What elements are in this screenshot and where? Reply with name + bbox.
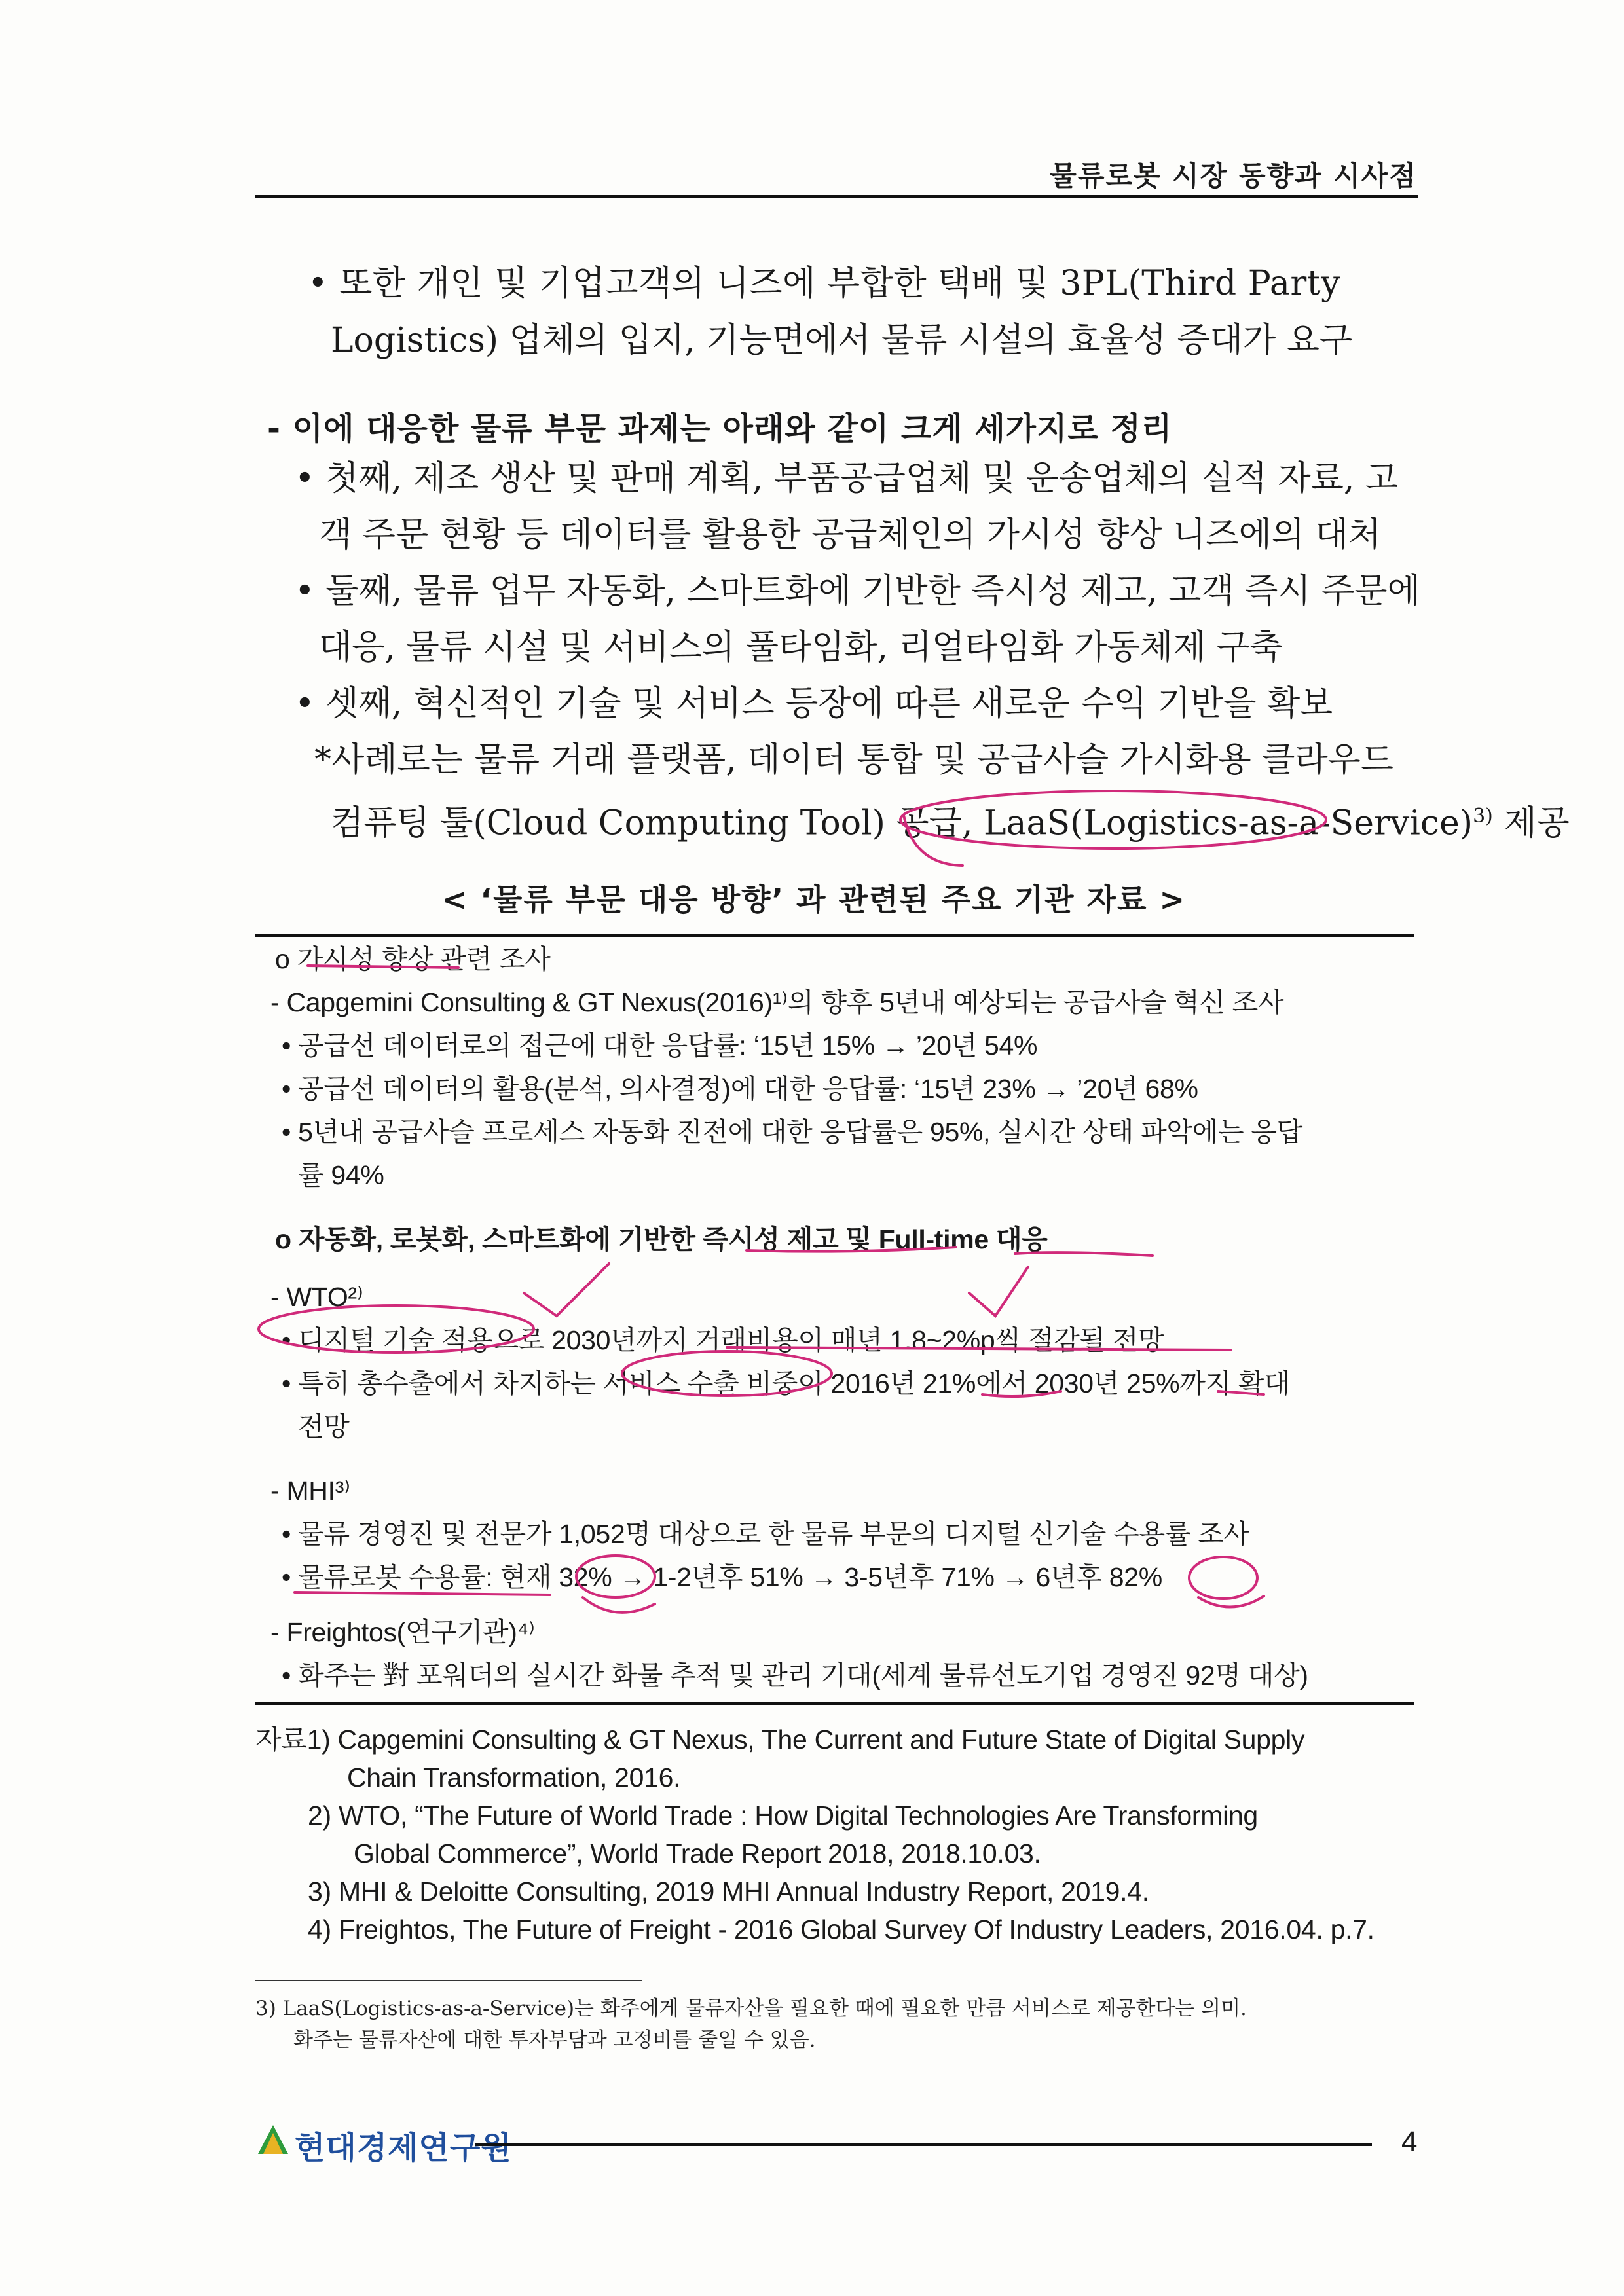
page-number: 4 (1401, 2126, 1418, 2158)
source-2: 2) WTO, “The Future of World Trade : How Digital Technologies Are Transforming (308, 1800, 1258, 1831)
box-bullet-tracking: • 화주는 對 포워더의 실시간 화물 추적 및 관리 기대(세계 물류선도기업 경영진 92명 대상) (282, 1660, 1308, 1690)
source-1-cont: Chain Transformation, 2016. (347, 1762, 681, 1793)
section-line-7 (331, 788, 1570, 851)
section-line-7-tail: 제공 (1504, 803, 1570, 843)
footnote-rule (255, 1980, 642, 1981)
section-line-3: • 둘째, 물류 업무 자동화, 스마트화에 기반한 즉시성 제고, 고객 즉시 주문에 (295, 572, 1420, 611)
box-caption: < ‘물류 부문 대응 방향’ 과 관련된 주요 기관 자료 > (442, 882, 1187, 917)
pen-check-1 (524, 1264, 609, 1316)
footnote-line-2: 화주는 물류자산에 대한 투자부담과 고정비를 줄일 수 있음. (293, 2028, 816, 2052)
box-bullet-usage: • 공급선 데이터의 활용(분석, 의사결정)에 대한 응답률: ‘15년 23% → ’20년 68% (282, 1074, 1198, 1104)
box-bullet-trade-cost: • 디지털 기술 적용으로 2030년까지 거래비용이 매년 1.8~2%p씩 절감될 전망 (282, 1325, 1164, 1355)
footnote-line-1: 3) LaaS(Logistics-as-a-Service)는 화주에게 물류자산을 필요한 때에 필요한 만큼 서비스로 제공한다는 의미. (255, 1997, 1247, 2020)
source-4: 4) Freightos, The Future of Freight - 2016 Global Survey Of Industry Leaders, 2016.04. p.7. (308, 1914, 1375, 1944)
footer-rule (475, 2143, 1372, 2146)
pen-stroke-32 (583, 1597, 655, 1613)
section-line-2: 객 주문 현황 등 데이터를 활용한 공급체인의 가시성 향상 니즈에의 대처 (319, 515, 1382, 555)
box-item-wto: - WTO²⁾ (270, 1282, 363, 1312)
box-bottom-rule (255, 1702, 1414, 1705)
section-line-7-text: 컴퓨팅 툴(Cloud Computing Tool) 공급, LaaS(Logistics-as-a-Service) (331, 803, 1473, 843)
box-bullet-service-export-cont: 전망 (298, 1412, 350, 1442)
pen-check-2 (969, 1267, 1028, 1316)
pen-circle-82 (1189, 1557, 1257, 1599)
section-line-5: • 셋째, 혁신적인 기술 및 서비스 등장에 따른 새로운 수익 기반을 확보 (295, 684, 1333, 723)
footer-logo-text: 현대경제연구원 (295, 2130, 512, 2166)
section-line-4: 대응, 물류 시설 및 서비스의 풀타임화, 리얼타임화 가동체제 구축 (319, 628, 1283, 667)
intro-line-2: Logistics) 업체의 입지, 기능면에서 물류 시설의 효율성 증대가 요구 (331, 321, 1353, 360)
box-bullet-service-export: • 특히 총수출에서 차지하는 서비스 수출 비중이 2016년 21%에서 2030년 25%까지 확대 (282, 1368, 1290, 1398)
box-bullet-robot-adoption: • 물류로봇 수용률: 현재 32% → 1-2년후 51% → 3-5년후 71% → 6년후 82% (282, 1562, 1162, 1592)
logo-mark-icon (257, 2124, 289, 2155)
intro-line-1: • 또한 개인 및 기업고객의 니즈에 부합한 택배 및 3PL(Third Party (308, 264, 1340, 303)
box-subhead-automation: o 자동화, 로봇화, 스마트화에 기반한 즉시성 제고 및 Full-time 대응 (275, 1224, 1048, 1254)
section-heading: - 이에 대응한 물류 부문 과제는 아래와 같이 크게 세가지로 정리 (267, 410, 1173, 447)
box-bullet-access: • 공급선 데이터로의 접근에 대한 응답률: ‘15년 15% → ’20년 54% (282, 1030, 1038, 1061)
box-bullet-survey: • 물류 경영진 및 전문가 1,052명 대상으로 한 물류 부문의 디지털 신기술 수용률 조사 (282, 1519, 1249, 1549)
source-1: 자료1) Capgemini Consulting & GT Nexus, The Current and Future State of Digital Supply (255, 1724, 1305, 1755)
source-3: 3) MHI & Deloitte Consulting, 2019 MHI Annual Industry Report, 2019.4. (308, 1876, 1149, 1906)
box-item-freightos: - Freightos(연구기관)⁴⁾ (270, 1617, 535, 1647)
box-top-rule (255, 934, 1414, 937)
source-2-cont: Global Commerce”, World Trade Report 2018, 2018.10.03. (354, 1838, 1041, 1868)
box-item-capgemini: - Capgemini Consulting & GT Nexus(2016)¹⁾의 향후 5년내 예상되는 공급사슬 혁신 조사 (270, 987, 1284, 1017)
section-line-6: *사례로는 물류 거래 플랫폼, 데이터 통합 및 공급사슬 가시화용 클라우드 (314, 740, 1394, 780)
running-header-title: 물류로봇 시장 동향과 시사점 (1050, 160, 1417, 192)
pen-stroke-82 (1198, 1596, 1264, 1607)
box-item-mhi: - MHI³⁾ (270, 1476, 350, 1506)
box-bullet-automation-cont: 률 94% (298, 1160, 384, 1190)
box-subhead-visibility: o 가시성 향상 관련 조사 (275, 944, 551, 974)
footnote-ref-3: 3) (1473, 805, 1493, 828)
box-bullet-automation: • 5년내 공급사슬 프로세스 자동화 진전에 대한 응답률은 95%, 실시간 상태 파악에는 응답 (282, 1117, 1302, 1147)
section-line-1: • 첫째, 제조 생산 및 판매 계획, 부품공급업체 및 운송업체의 실적 자료, 고 (295, 459, 1399, 498)
header-divider (255, 195, 1418, 198)
